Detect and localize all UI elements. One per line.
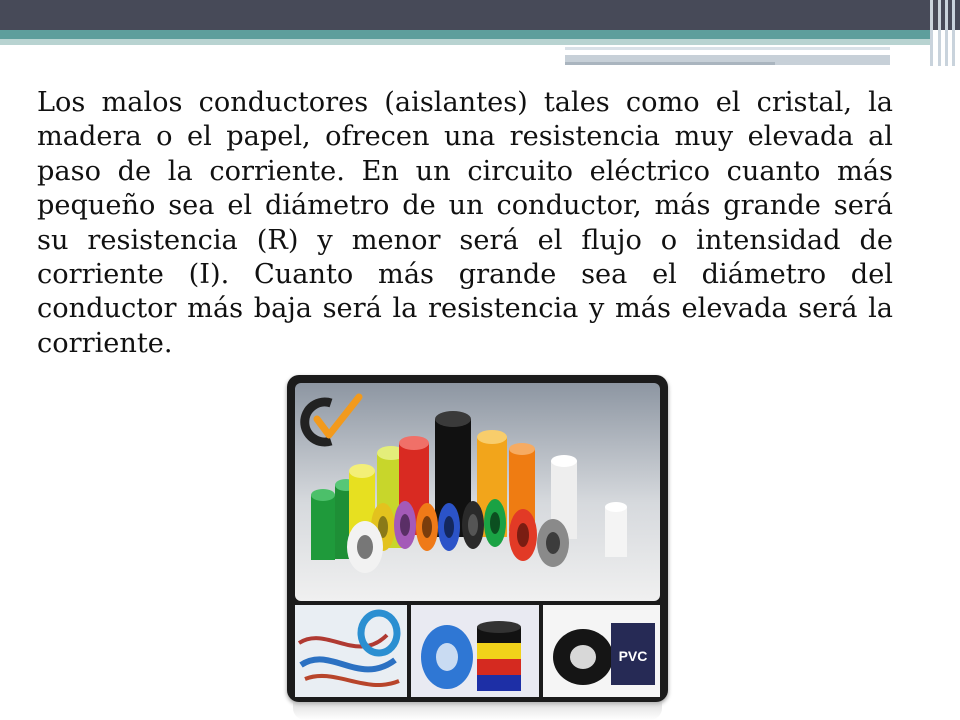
photo-reflection: [293, 702, 662, 720]
decorative-rule: [565, 62, 775, 65]
accent-band-light: [0, 39, 930, 45]
corner-decoration: [928, 0, 960, 66]
insulating-tape-photo: [287, 375, 668, 702]
title-bar: [0, 0, 960, 30]
accent-band: [0, 30, 930, 39]
pvc-label: PVC: [618, 648, 648, 664]
slide-body-text: Los malos conductores (aislantes) tales como el cristal, la madera o el papel, ofrecen una resistencia muy elevada al paso de la corriente. En un circuito eléctrico cuanto más pequeño sea el diámetro de un conductor, más grande será su resistencia (R) y menor será el flujo o intensidad de corriente (I). Cuanto más grande sea el diámetro del conductor más baja será la resistencia y más elevada será la corriente.: [37, 87, 893, 359]
decorative-rule: [565, 47, 890, 50]
tape-photo-illustration: [287, 375, 668, 702]
